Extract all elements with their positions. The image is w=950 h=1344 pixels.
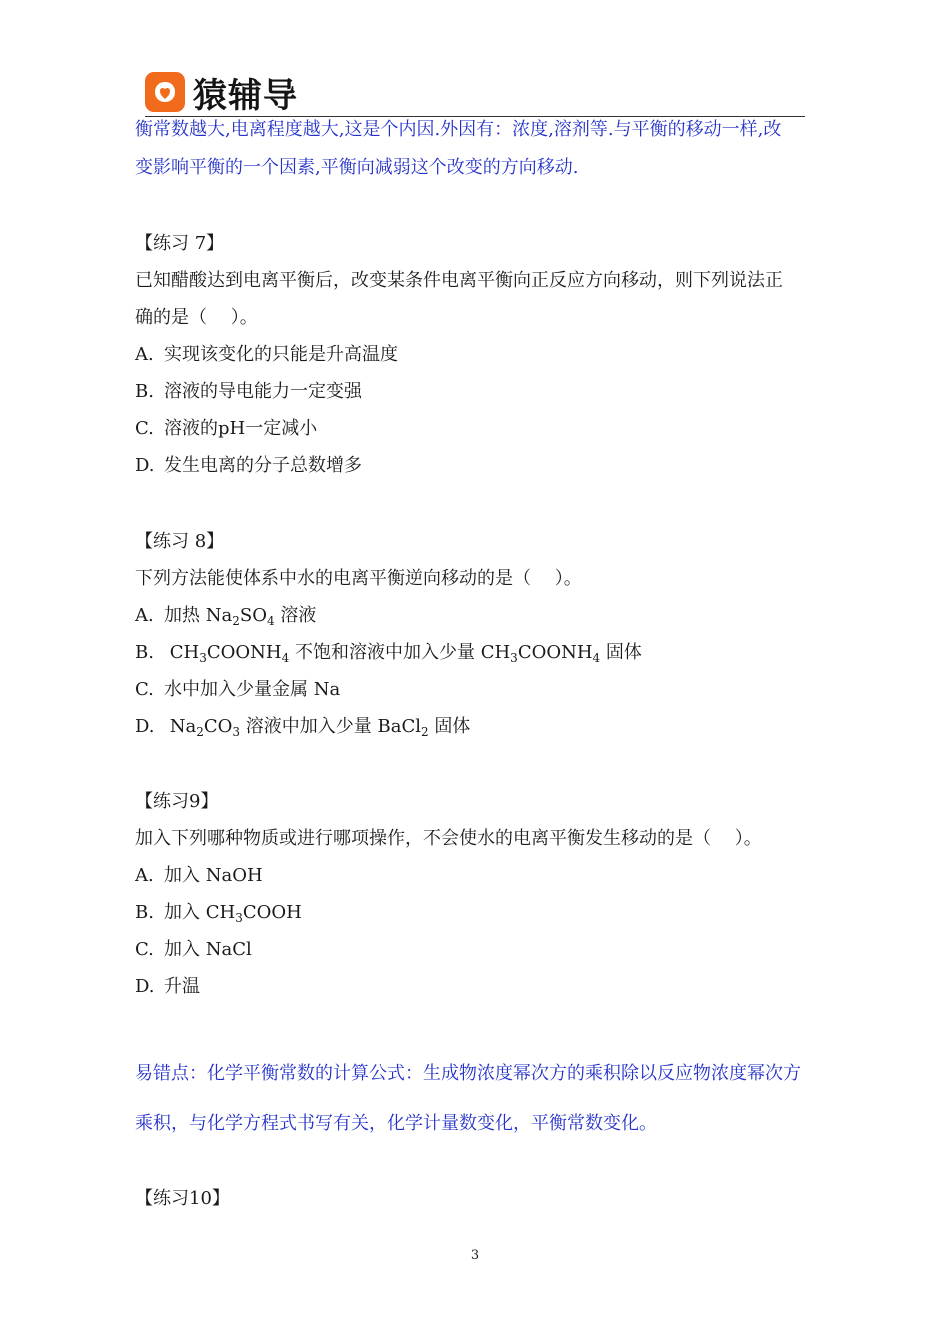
option-letter: D. [135,716,155,737]
formula-part: CH [205,902,236,923]
option-letter: C. [135,679,154,700]
subscript: 2 [196,725,204,739]
option-letter: B. [135,902,154,923]
option-letter: D. [135,455,155,476]
exercise-8-option-b [135,641,642,665]
option-text: 固体 [428,716,471,737]
exercise-8-title: 【练习 8】 [135,531,225,552]
formula-part: Na [169,716,197,737]
header-rule [145,116,805,117]
exercise-9-option-d [135,975,200,999]
option-text: 溶液的pH一定减小 [164,418,318,439]
exercise-9-option-a [135,864,263,888]
intro-line-1: 衡常数越大,电离程度越大,这是个内因.外因有：浓度,溶剂等.与平衡的移动一样,改 [135,119,782,140]
option-letter: A. [135,344,154,365]
error-note-line-1: 易错点：化学平衡常数的计算公式：生成物浓度幂次方的乘积除以反应物浓度幂次方 [135,1063,801,1084]
exercise-9-title: 【练习9】 [135,791,219,812]
exercise-7-option-b [135,380,362,404]
formula-part: CO [203,716,233,737]
page-number: 3 [470,1248,480,1263]
option-text: 不饱和溶液中加入少量 [289,642,481,663]
option-text: 加入 NaOH [164,865,263,886]
formula-part: COONH [517,642,593,663]
option-letter: A. [135,605,154,626]
exercise-8-option-a [135,604,316,628]
formula-part: CH [480,642,511,663]
brand-logo [145,70,298,114]
exercise-7-option-d [135,454,362,478]
exercise-8-option-d [135,715,470,739]
exercise-8-question: 下列方法能使体系中水的电离平衡逆向移动的是（ ）。 [135,568,582,589]
exercise-10-title: 【练习10】 [135,1188,230,1209]
exercise-8-option-c [135,678,340,702]
exercise-9-question: 加入下列哪种物质或进行哪项操作，不会使水的电离平衡发生移动的是（ ）。 [135,828,762,849]
subscript: 3 [235,911,243,925]
formula-part: BaCl [377,716,421,737]
option-text: 溶液中加入少量 [240,716,378,737]
option-text: 加入 NaCl [164,939,252,960]
option-text: 发生电离的分子总数增多 [164,455,362,476]
ape-face-icon [145,72,185,112]
option-letter: D. [135,976,155,997]
subscript: 3 [232,725,241,739]
option-letter: B. [135,642,154,663]
logo-text: 猿辅导 [193,75,298,116]
formula-part: SO [239,605,267,626]
formula-part: COONH [206,642,282,663]
subscript: 4 [281,651,290,665]
option-letter: C. [135,418,154,439]
exercise-7-title: 【练习 7】 [135,233,225,254]
exercise-9-option-c [135,938,252,962]
option-text: 升温 [164,976,200,997]
subscript: 4 [266,614,275,628]
option-letter: B. [135,381,154,402]
error-note-line-2: 乘积，与化学方程式书写有关，化学计量数变化，平衡常数变化。 [135,1113,657,1134]
option-text: 固体 [600,642,642,663]
option-text: 水中加入少量金属 Na [164,679,341,700]
option-text: 溶液的导电能力一定变强 [164,381,362,402]
option-text: 加热 [164,605,206,626]
subscript: 3 [199,651,207,665]
subscript: 3 [510,651,518,665]
formula-part: COOH [242,902,302,923]
option-text: 加入 [164,902,206,923]
exercise-7-question-line-1: 已知醋酸达到电离平衡后，改变某条件电离平衡向正反应方向移动，则下列说法正 [135,270,783,291]
subscript: 2 [232,614,240,628]
subscript: 4 [592,651,601,665]
formula-part: CH [169,642,200,663]
intro-line-2: 变影响平衡的一个因素,平衡向减弱这个改变的方向移动. [135,157,579,178]
exercise-9-option-b [135,901,302,925]
subscript: 2 [420,725,429,739]
exercise-7-option-a [135,343,398,367]
formula-part: Na [205,605,233,626]
option-letter: C. [135,939,154,960]
exercise-7-question-line-2: 确的是（ ）。 [135,307,258,328]
option-text: 溶液 [274,605,317,626]
option-text: 实现该变化的只能是升高温度 [164,344,398,365]
option-letter: A. [135,865,154,886]
exercise-7-option-c [135,417,317,441]
